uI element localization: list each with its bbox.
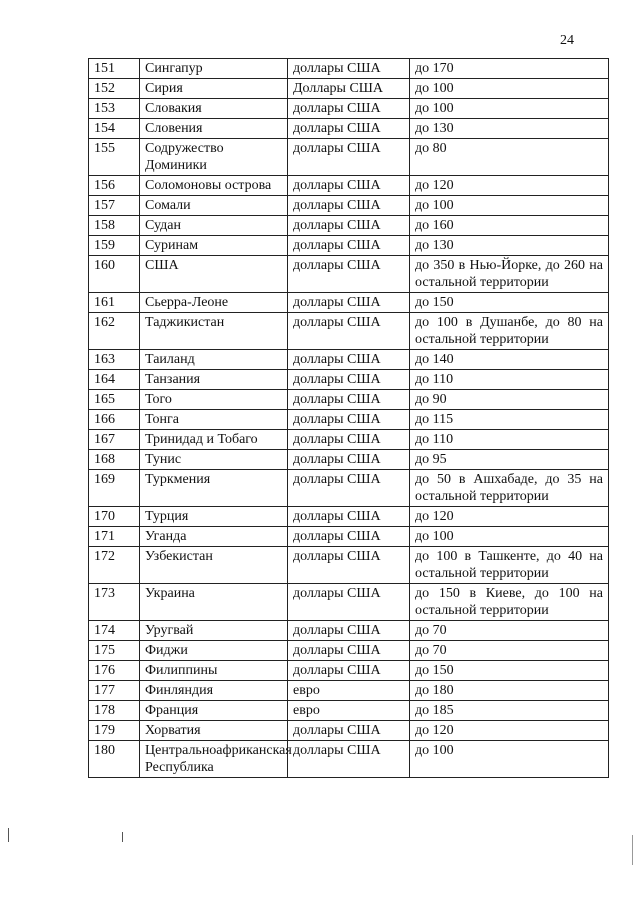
row-number: 170 <box>89 507 140 527</box>
expense-norms-table <box>88 58 609 778</box>
currency-cell: доллары США <box>288 661 410 681</box>
currency-cell: доллары США <box>288 256 410 293</box>
row-number: 176 <box>89 661 140 681</box>
norm-cell: до 130 <box>410 236 609 256</box>
norm-cell: до 100 в Ташкенте, до 40 на остальной территории <box>410 547 609 584</box>
country-cell: Словения <box>140 119 288 139</box>
table-row <box>89 79 609 99</box>
currency-cell: доллары США <box>288 741 410 778</box>
table-row <box>89 256 609 293</box>
currency-cell: доллары США <box>288 216 410 236</box>
norm-cell: до 350 в Нью-Йорке, до 260 на остальной территории <box>410 256 609 293</box>
norm-cell: до 120 <box>410 176 609 196</box>
row-number: 163 <box>89 350 140 370</box>
table-row <box>89 527 609 547</box>
currency-cell: доллары США <box>288 390 410 410</box>
norm-cell: до 110 <box>410 370 609 390</box>
country-cell: Таиланд <box>140 350 288 370</box>
country-cell: Соломоновы острова <box>140 176 288 196</box>
currency-cell: доллары США <box>288 293 410 313</box>
currency-cell: доллары США <box>288 176 410 196</box>
country-cell: Сьерра-Леоне <box>140 293 288 313</box>
norm-cell: до 170 <box>410 59 609 79</box>
row-number: 164 <box>89 370 140 390</box>
norm-cell: до 150 <box>410 293 609 313</box>
scan-mark <box>122 832 123 842</box>
country-cell: Украина <box>140 584 288 621</box>
norm-cell: до 130 <box>410 119 609 139</box>
row-number: 169 <box>89 470 140 507</box>
table-row <box>89 681 609 701</box>
row-number: 158 <box>89 216 140 236</box>
scan-mark <box>8 828 9 842</box>
row-number: 171 <box>89 527 140 547</box>
norm-cell: до 100 <box>410 527 609 547</box>
row-number: 175 <box>89 641 140 661</box>
country-cell: Словакия <box>140 99 288 119</box>
norm-cell: до 150 <box>410 661 609 681</box>
row-number: 172 <box>89 547 140 584</box>
country-cell: Филиппины <box>140 661 288 681</box>
table-row <box>89 430 609 450</box>
currency-cell: доллары США <box>288 139 410 176</box>
country-cell: Узбекистан <box>140 547 288 584</box>
row-number: 178 <box>89 701 140 721</box>
country-cell: Того <box>140 390 288 410</box>
table-row <box>89 119 609 139</box>
country-cell: Суринам <box>140 236 288 256</box>
row-number: 159 <box>89 236 140 256</box>
table-body <box>89 59 609 778</box>
norm-cell: до 115 <box>410 410 609 430</box>
norm-cell: до 120 <box>410 507 609 527</box>
country-cell: Таджикистан <box>140 313 288 350</box>
row-number: 157 <box>89 196 140 216</box>
row-number: 156 <box>89 176 140 196</box>
table-row <box>89 450 609 470</box>
row-number: 155 <box>89 139 140 176</box>
currency-cell: доллары США <box>288 236 410 256</box>
currency-cell: доллары США <box>288 99 410 119</box>
norm-cell: до 120 <box>410 721 609 741</box>
norm-cell: до 100 <box>410 79 609 99</box>
table-row <box>89 139 609 176</box>
currency-cell: Доллары США <box>288 79 410 99</box>
norm-cell: до 80 <box>410 139 609 176</box>
table-row <box>89 390 609 410</box>
country-cell: Туркмения <box>140 470 288 507</box>
table-row <box>89 313 609 350</box>
table-row <box>89 641 609 661</box>
row-number: 151 <box>89 59 140 79</box>
currency-cell: доллары США <box>288 350 410 370</box>
currency-cell: доллары США <box>288 584 410 621</box>
row-number: 162 <box>89 313 140 350</box>
norm-cell: до 140 <box>410 350 609 370</box>
currency-cell: доллары США <box>288 527 410 547</box>
norm-cell: до 50 в Ашхабаде, до 35 на остальной территории <box>410 470 609 507</box>
norm-cell: до 100 <box>410 196 609 216</box>
country-cell: США <box>140 256 288 293</box>
norm-cell: до 160 <box>410 216 609 236</box>
country-cell: Хорватия <box>140 721 288 741</box>
currency-cell: доллары США <box>288 450 410 470</box>
row-number: 166 <box>89 410 140 430</box>
table-row <box>89 370 609 390</box>
norm-cell: до 70 <box>410 621 609 641</box>
country-cell: Сингапур <box>140 59 288 79</box>
currency-cell: доллары США <box>288 196 410 216</box>
row-number: 180 <box>89 741 140 778</box>
table-row <box>89 196 609 216</box>
currency-cell: доллары США <box>288 59 410 79</box>
row-number: 173 <box>89 584 140 621</box>
table-row <box>89 701 609 721</box>
table-row <box>89 661 609 681</box>
table-row <box>89 99 609 119</box>
scan-mark <box>632 835 633 865</box>
country-cell: Финляндия <box>140 681 288 701</box>
table-row <box>89 350 609 370</box>
country-cell: Турция <box>140 507 288 527</box>
currency-cell: доллары США <box>288 621 410 641</box>
country-cell: Сомали <box>140 196 288 216</box>
table-row <box>89 507 609 527</box>
country-cell: Уганда <box>140 527 288 547</box>
country-cell: Тонга <box>140 410 288 430</box>
currency-cell: евро <box>288 701 410 721</box>
currency-cell: доллары США <box>288 470 410 507</box>
row-number: 179 <box>89 721 140 741</box>
table-row <box>89 547 609 584</box>
norm-cell: до 90 <box>410 390 609 410</box>
row-number: 174 <box>89 621 140 641</box>
row-number: 161 <box>89 293 140 313</box>
page-number: 24 <box>560 33 574 48</box>
table-row <box>89 236 609 256</box>
currency-cell: доллары США <box>288 119 410 139</box>
table-row <box>89 470 609 507</box>
country-cell: Тунис <box>140 450 288 470</box>
row-number: 167 <box>89 430 140 450</box>
row-number: 168 <box>89 450 140 470</box>
row-number: 154 <box>89 119 140 139</box>
row-number: 160 <box>89 256 140 293</box>
country-cell: Фиджи <box>140 641 288 661</box>
table-row <box>89 293 609 313</box>
table-row <box>89 621 609 641</box>
table-row <box>89 176 609 196</box>
table-row <box>89 721 609 741</box>
table-row <box>89 216 609 236</box>
currency-cell: евро <box>288 681 410 701</box>
norm-cell: до 100 <box>410 741 609 778</box>
table-row <box>89 59 609 79</box>
norm-cell: до 150 в Киеве, до 100 на остальной территории <box>410 584 609 621</box>
country-cell: Танзания <box>140 370 288 390</box>
country-cell: Центральноафриканская Республика <box>140 741 288 778</box>
currency-cell: доллары США <box>288 370 410 390</box>
table-row <box>89 410 609 430</box>
currency-cell: доллары США <box>288 641 410 661</box>
currency-cell: доллары США <box>288 430 410 450</box>
row-number: 177 <box>89 681 140 701</box>
currency-cell: доллары США <box>288 507 410 527</box>
currency-cell: доллары США <box>288 313 410 350</box>
row-number: 153 <box>89 99 140 119</box>
country-cell: Уругвай <box>140 621 288 641</box>
norm-cell: до 95 <box>410 450 609 470</box>
norm-cell: до 70 <box>410 641 609 661</box>
currency-cell: доллары США <box>288 547 410 584</box>
norm-cell: до 100 в Душанбе, до 80 на остальной территории <box>410 313 609 350</box>
norm-cell: до 110 <box>410 430 609 450</box>
norm-cell: до 185 <box>410 701 609 721</box>
country-cell: Сирия <box>140 79 288 99</box>
country-cell: Судан <box>140 216 288 236</box>
norm-cell: до 100 <box>410 99 609 119</box>
table-row <box>89 741 609 778</box>
country-cell: Тринидад и Тобаго <box>140 430 288 450</box>
country-cell: Франция <box>140 701 288 721</box>
table-row <box>89 584 609 621</box>
country-cell: Содружество Доминики <box>140 139 288 176</box>
currency-cell: доллары США <box>288 410 410 430</box>
norm-cell: до 180 <box>410 681 609 701</box>
row-number: 165 <box>89 390 140 410</box>
currency-cell: доллары США <box>288 721 410 741</box>
row-number: 152 <box>89 79 140 99</box>
